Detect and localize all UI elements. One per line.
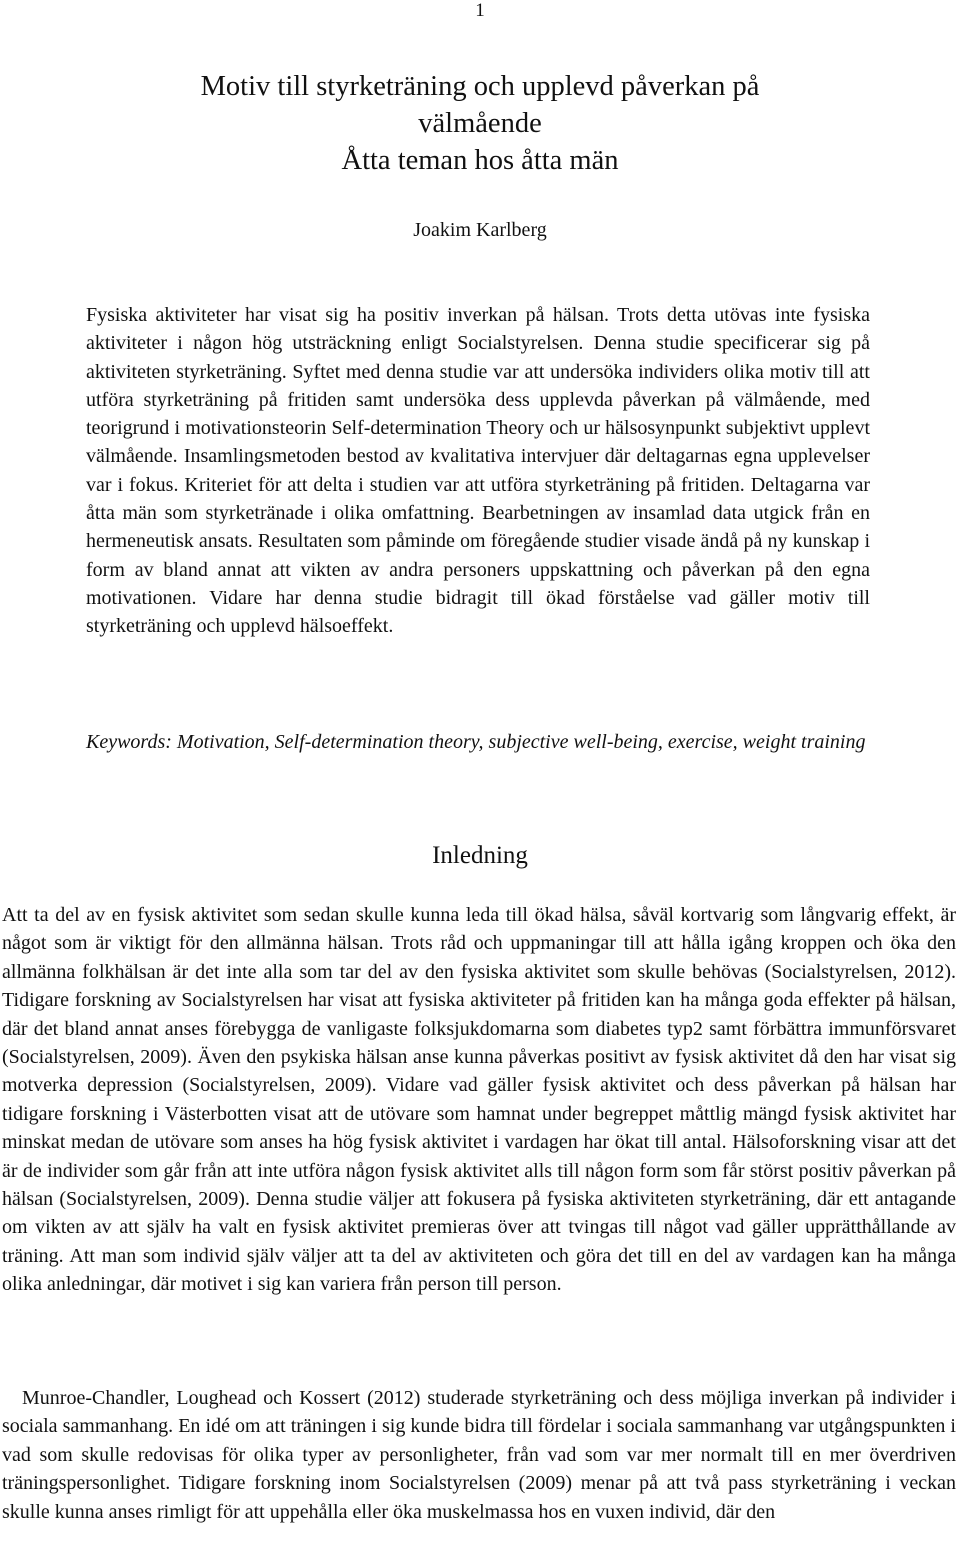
- abstract-text: Fysiska aktiviteter har visat sig ha positiv inverkan på hälsan. Trots detta utövas inte fysiska aktiviteter i någon hög utsträckning enligt Socialstyrelsen. Denna studie specificerar sig på aktiviteten styrketräning. Syftet med denna studie var att undersöka individers olika motiv till att utföra styrketräning på fritiden samt undersöka dess upplevda påverkan på välmående, med teorigrund i motivationsteorin Self-determination Theory och ur hälsosynpunkt subjektivt upplevt välmående. Insamlingsmetoden bestod av kvalitativa intervjuer där deltagarnas egna upplevelser var i fokus. Kriteriet för att delta i studien var att utföra styrketräning på fritiden. Deltagarna var åtta män som styrketränade i olika omfattning. Bearbetningen av insamlad data utgick från en hermeneutisk ansats. Resultaten som påminde om föregående studier visade ändå på ny kunskap i form av bland annat att vikten av andra personers uppskattning och påverkan på den egna motivationen. Vidare har denna studie bidragit till ökad förståelse vad gäller motiv till styrketräning och upplevd hälsoeffekt.: [86, 304, 870, 638]
- page-number: 1: [475, 0, 485, 21]
- keywords-text: Keywords: Motivation, Self-determination theory, subjective well-being, exercise, weight training: [86, 731, 866, 753]
- title-line: Motiv till styrketräning och upplevd påverkan på: [200, 71, 760, 102]
- section-heading-inledning: Inledning: [432, 842, 528, 869]
- title-line: välmående: [418, 108, 542, 139]
- author-name: Joakim Karlberg: [413, 219, 547, 241]
- body-paragraph: Munroe-Chandler, Loughead och Kossert (2012) studerade styrketräning och dess möjliga inverkan på individer i sociala sammanhang. En idé om att träningen i sig kunde bidra till fördelar i sociala sammanhang var utgångspunkten i vad som skulle redovisas för olika typer av personligheter, från vad som var mer normalt till en mer överdriven träningspersonlighet. Tidigare forskning inom Socialstyrelsen (2009) menar på att två pass styrketräning i veckan skulle kunna anses rimligt för att uppehålla eller öka muskelmassa hos en vuxen individ, där den: [2, 1387, 956, 1523]
- body-paragraph: Att ta del av en fysisk aktivitet som sedan skulle kunna leda till ökad hälsa, såväl kortvarig som långvarig effekt, är något som är viktigt för den allmänna hälsan. Trots råd och uppmaningar till att hålla igång kroppen och öka den allmänna folkhälsan är det inte alla som tar del av den fysiska aktivitet som skulle behövas (Socialstyrelsen, 2012). Tidigare forskning av Socialstyrelsen har visat att fysiska aktiviteter på fritiden kan ha många goda effekter på hälsan, där det bland annat anses förebygga de vanligaste folksjukdomarna som diabetes typ2 samt förbättra immunförsvaret (Socialstyrelsen, 2009). Även den psykiska hälsan anse kunna påverkas positivt av fysisk aktivitet då den har visat sig motverka depression (Socialstyrelsen, 2009). Vidare vad gäller fysisk aktivitet och dess påverkan på hälsan har tidigare forskning i Västerbotten visat att de utövare som hamnat under begreppet måttlig mängd fysisk aktivitet har minskat medan de utövare som anses ha hög fysisk aktivitet i vardagen har ökat till antal. Hälsoforskning visar att det är de individer som går från att inte utföra någon fysisk aktivitet alls till någon form som får störst positiv påverkan på hälsan (Socialstyrelsen, 2009). Denna studie väljer att fokusera på fysiska aktiviteten styrketräning, där ett antagande om vikten av att själv ha valt en fysisk aktivitet premieras över att tvingas till något vad gäller upprätthållande av träning. Att man som individ själv väljer att ta del av aktiviteten och göra det till en del av vardagen kan ha många olika anledningar, där motivet i sig kan variera från person till person.: [2, 904, 956, 1296]
- subtitle-line: Åtta teman hos åtta män: [341, 145, 619, 176]
- paper-title: [0, 68, 960, 179]
